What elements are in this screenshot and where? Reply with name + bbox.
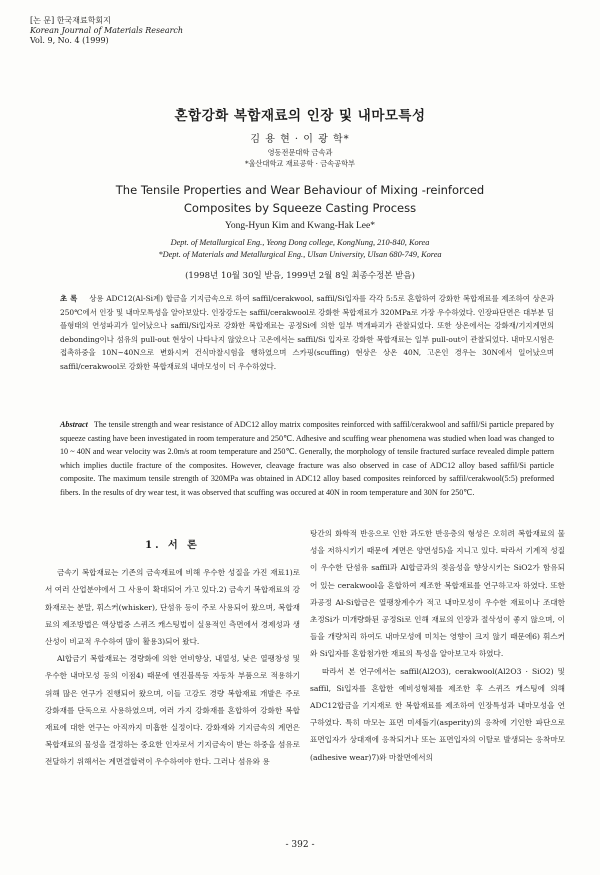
authors-korean: 김 용 현 · 이 광 학* [250,134,350,145]
affiliations-korean [0,147,600,169]
affiliation-ko-2: *울산대학교 재료공학 · 금속공학부 [245,159,355,168]
right-paragraph-2: 따라서 본 연구에서는 saffil(Al2O3), cerakwool(Al2O3 · SiO2) 및 saffil, Si입자를 혼합한 예비성형체를 제조한 후 스퀴즈 캐스팅에 의해 ADC12합금을 기지재로 한 복합재료를 제조하여 인장특성과 내마모성을 연구하였다. 특히 마모는 표면 미세돌기(asperity)의 응착에 기인한 파단으로 표면입자가 상대재에 응착되거나 또는 표면입자의 이탈로 발생되는 응착마모(adhesive wear)7)와 마찰면에서의 [310,666,565,762]
page-number: - 392 - [285,840,315,850]
right-paragraph-1: 탕간의 화학적 반응으로 인한 과도한 반응층의 형성은 오히려 복합재료의 물성을 저하시키기 때문에 계면은 양면성5)을 지니고 있다. 따라서 기계적 성질이 우수한 단섬유 saffil과 Al합금과의 젖음성을 향상시키는 SiO2가 함유되어 있는 cerakwool을 혼합하여 제조한 복합재료를 연구하고자 하였다. 또한 과공정 Al-Si합금은 열팽창계수가 적고 내마모성이 우수한 재료이나 조대한 초정Si가 미개량화된 공정Si로 인해 재료의 인장과 절삭성이 좋지 않으며, 이들을 개량처리 하여도 내마모성에 미치는 영향이 크지 않기 때문에6) 휘스커와 Si입자를 혼합첨가한 재료의 특성을 알아보고자 하였다. [310,529,565,659]
left-paragraph-2: Al합금기 복합재료는 경량화에 의한 연비향상, 내열성, 낮은 열팽창성 및 우수한 내마모성 등의 이점4) 때문에 엔진블록등 자동차 부품으로 적용하기 위해 많은 연구가 진행되어 왔으며, 이들 고강도 경량 복합재료 개발은 주로 강화재를 단독으로 사용하였으며, 여러 가지 강화재를 혼합하여 강화한 복합재료에 대한 연구는 아직까지 미흡한 실정이다. 강화재와 기지금속의 계면은 복합재료의 물성을 결정하는 중요한 인자로서 기지금속이 받는 하중을 섬유로 전달하기 위해서는 계면결합력이 우수하여야 한다. 그러나 섬유와 용 [45,654,300,767]
affiliation-en-1: Dept. of Metallurgical Eng., Yeong Dong college, KongNung, 210-840, Korea [170,238,430,247]
left-paragraph-1: 금속기 복합재료는 기존의 금속재료에 비해 우수한 성질을 가진 재료1)로서 여러 산업분야에서 그 사용이 확대되어 가고 있다.2) 금속기 복합재료의 강화재로는 분말, 휘스커(whisker), 단섬유 등이 주로 사용되어 왔으며, 복합재료의 제조방법은 액상법중 스퀴즈 캐스팅법이 실용적인 측면에서 경제성과 생산성이 비교적 우수하여 많이 활용3)되어 왔다. [45,568,300,647]
abstract-en-text: The tensile strength and wear resistance of ADC12 alloy matrix composites reinforced with saffil/cerakwool and saffil/Si particle prepared by squeeze casting have been investigated in room temperature and 250℃. Adhesive and scuffing wear phenomena was studied when load was changed to 10 ~ 40N and wear velocity was 2.0m/s at room temperature and 250℃. Generally, the morphology of tensile fractured surface revealed dimple pattern which implies ductile fracture of the composites. However, cleavage fracture was also observed in case of ADC12 alloy based saffil/Si particle composite. The maximum tensile strength of 320MPa was obtained in ADC12 alloy based composites reinforced by saffil/cerakwool(5:5) preformed fibers. In the results of dry wear test, it was observed that scuffing was occured at 40N in room temperature and 30N for 250℃. [60,420,554,497]
section-heading-introduction: 1. 서 론 [145,540,200,551]
body-left-column [45,525,300,771]
received-dates: (1998년 10월 30일 받음, 1999년 2월 8일 최종수정본 받음) [185,271,415,281]
title-en-line-1: The Tensile Properties and Wear Behaviour of Mixing -reinforced [115,183,485,197]
abstract-korean [60,292,554,374]
abstract-ko-text: 상용 ADC12(Al-Si계) 합금을 기지금속으로 하여 saffil/cerakwool, saffil/Si입자를 각각 5:5로 혼합하여 강화한 복합재료를 제조하여 상온과 250℃에서 인장 및 내마모특성을 알아보았다. 인장강도는 saffil/cerakwool로 강화한 복합재료가 320MPa로 가장 우수하였다. 인장파단면은 대부분 딤플형태의 연성파괴가 일어났으나 saffil/Si입자로 강화한 복합재료는 공정Si에 의한 일부 벽개파괴가 관찰되었다. 또한 상온에서는 강화재/기지계면의 debonding이나 섬유의 pull-out 현상이 나타나지 않았으나 고온에서는 saffil/Si 입자로 강화한 복합재료는 일부 pull-out이 관찰되었다. 내마모시험은 접촉하중을 10N~40N으로 변화시켜 건식마찰시험을 행하였으며 스카핑(scuffing) 현상은 상온 40N, 고온인 경우는 30N에서 일어났으며 saffil/cerakwool로 강화한 복합재료의 내마모성이 더 우수하였다. [60,294,555,371]
authors-english: Yong-Hyun Kim and Kwang-Hak Lee* [225,221,375,231]
journal-name-en: Korean Journal of Materials Research [30,26,184,35]
affiliation-ko-1: 영동전문대학 금속과 [267,148,333,157]
affiliation-en-2: *Dept. of Materials and Metallurgical Eng., Ulsan University, Ulsan 680-749, Korea [158,250,442,259]
journal-header [30,16,183,46]
title-en-line-2: Composites by Squeeze Casting Process [183,201,417,215]
paper-title-english [0,181,600,217]
abstract-ko-label: 초 록 [60,294,78,303]
paper-title-korean: 혼합강화 복합재료의 인장 및 내마모특성 [174,108,426,124]
affiliations-english [0,237,600,261]
abstract-english [60,418,554,500]
abstract-en-label: Abstract [60,420,88,429]
journal-volume: Vol. 9, No. 4 (1999) [30,36,109,45]
body-right-column [310,525,565,766]
journal-tag: [논 문] 한국재료학회지 [30,16,111,25]
